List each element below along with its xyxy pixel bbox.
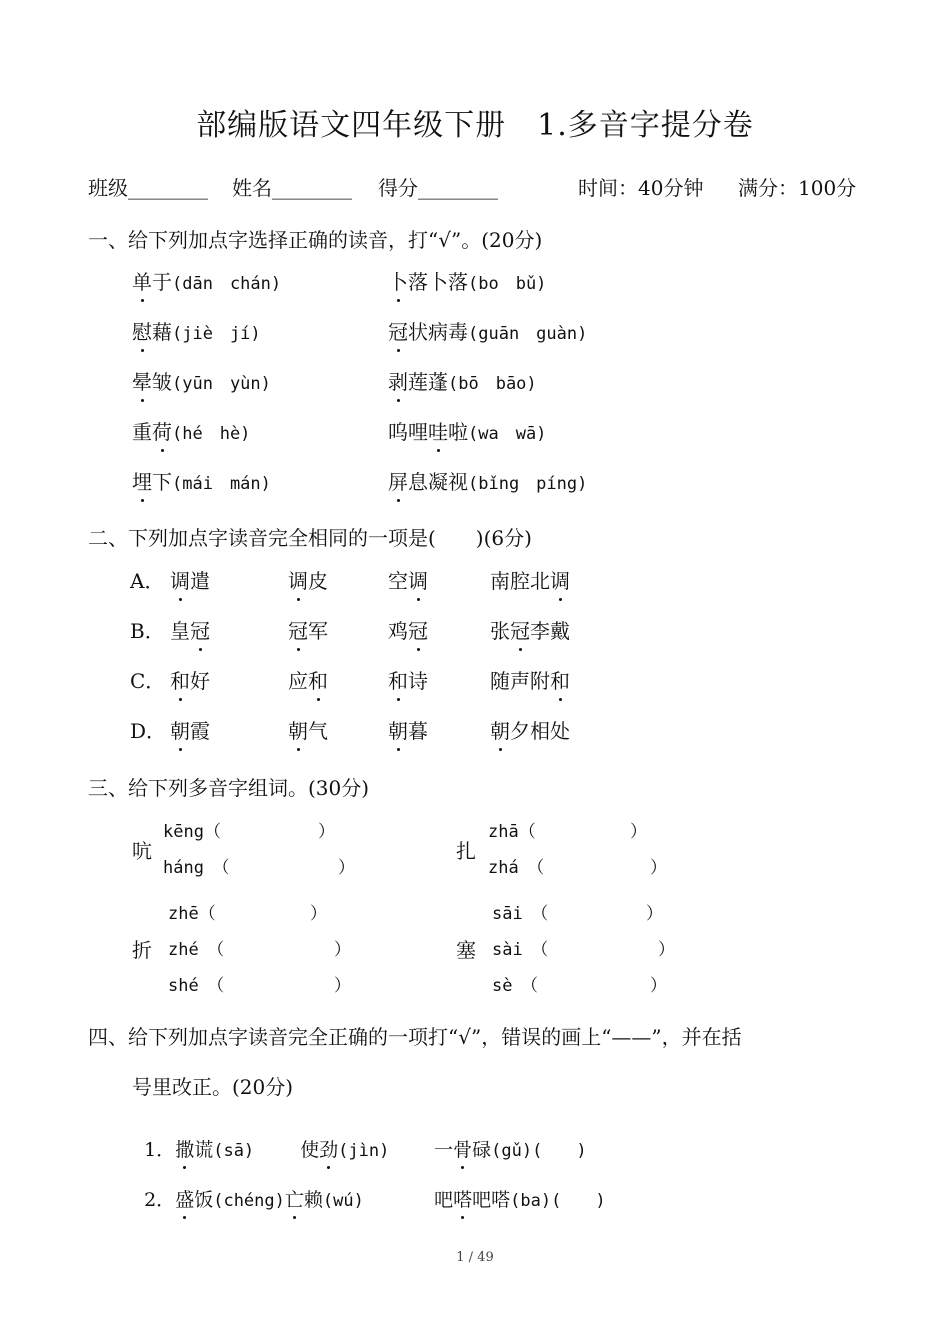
dotted-char: 朝 <box>288 715 308 744</box>
reading-choice-item <box>132 416 250 445</box>
word-text: 空 <box>388 569 408 593</box>
dotted-char: 剥 <box>388 366 408 395</box>
word-text: 暮 <box>408 719 428 743</box>
dotted-char: 调 <box>550 565 570 594</box>
dotted-char: 和 <box>388 665 408 694</box>
pinyin-row: sāi （ <box>492 904 549 924</box>
option-word <box>388 715 428 744</box>
dotted-char: 晕 <box>132 366 152 395</box>
word-text: 赖 <box>303 1189 323 1211</box>
reading-choice-item <box>132 366 271 395</box>
word-text: 霞 <box>190 719 210 743</box>
dotted-char: 调 <box>288 565 308 594</box>
option-word <box>490 715 570 744</box>
pinyin: (wú) <box>322 1191 364 1211</box>
pinyin-row: sài （ <box>492 940 549 960</box>
option-word <box>490 565 570 594</box>
option-word <box>388 615 428 644</box>
dotted-char: 调 <box>408 565 428 594</box>
word-text: 谎 <box>194 1139 214 1161</box>
option-word <box>170 665 210 694</box>
dotted-char: 朝 <box>170 715 190 744</box>
full-score-info: 满分：100分 <box>738 176 857 200</box>
reading-choice-item <box>388 366 537 395</box>
dotted-char: 调 <box>170 565 190 594</box>
question-line-2 <box>132 1163 364 1212</box>
page-number: 1 / 49 <box>456 1250 494 1265</box>
word-text: 南腔北 <box>490 569 550 593</box>
reading-choice-item <box>132 266 281 295</box>
dotted-char: 冠 <box>408 615 428 644</box>
word-text: 下 <box>152 470 172 494</box>
word-text: 落卜落 <box>408 270 468 294</box>
pinyin-options[interactable]: (dān chán) <box>172 274 282 294</box>
dotted-char: 埋 <box>132 466 152 495</box>
option-word <box>288 615 328 644</box>
paren-close: ） <box>334 940 351 960</box>
pinyin-row: sè （ <box>492 976 538 996</box>
word-text: 鸡 <box>388 619 408 643</box>
pinyin-row: háng （ <box>163 858 230 878</box>
pinyin-row: zhá （ <box>488 858 545 878</box>
option-word <box>170 565 210 594</box>
pinyin-row: kēng（ <box>163 822 221 842</box>
word-text: 呜哩 <box>388 420 428 444</box>
dotted-char: 和 <box>550 665 570 694</box>
dotted-char: 单 <box>132 266 152 295</box>
option-word <box>388 565 428 594</box>
pinyin-row: shé （ <box>168 976 225 996</box>
word-text: 吧嗒 <box>472 1189 511 1211</box>
pinyin: (ba) <box>510 1191 552 1211</box>
section-2-heading: 二、下列加点字读音完全相同的一项是( )(6分) <box>88 526 532 550</box>
reading-choice-item <box>388 316 587 345</box>
option-word <box>170 615 210 644</box>
pinyin: (jìn) <box>338 1141 390 1161</box>
word-text: 一 <box>434 1139 454 1161</box>
dotted-char: 亡 <box>285 1185 304 1212</box>
word-text: 李戴 <box>530 619 570 643</box>
dotted-char: 朝 <box>490 715 510 744</box>
dotted-char: 屏 <box>388 466 408 495</box>
paren-close: ） <box>310 904 327 924</box>
option-word <box>288 565 328 594</box>
pinyin-options[interactable]: (jiè jí) <box>172 324 261 344</box>
option-letter[interactable]: C． <box>130 669 166 693</box>
pinyin-options[interactable]: (bǐng píng) <box>468 474 588 494</box>
dotted-char: 哇 <box>428 416 448 445</box>
word-text: 皱 <box>152 370 172 394</box>
word-text: 饭 <box>194 1189 214 1211</box>
section-4-heading-cont: 号里改正。(20分) <box>132 1075 294 1099</box>
word-text: 皇 <box>170 619 190 643</box>
option-letter[interactable]: D． <box>130 719 167 743</box>
dotted-char: 卜 <box>388 266 408 295</box>
pinyin-row: zhā（ <box>488 822 536 842</box>
reading-choice-item <box>132 316 261 345</box>
option-word <box>288 665 328 694</box>
word-text: 藉 <box>152 320 172 344</box>
polyphone-char: 折 <box>132 938 152 962</box>
question-number: 2． <box>144 1189 176 1211</box>
pinyin: (chéng) <box>213 1191 285 1211</box>
word-text: 啦 <box>448 420 468 444</box>
option-letter[interactable]: B． <box>130 619 165 643</box>
dotted-char: 和 <box>170 665 190 694</box>
paren-close: ） <box>334 976 351 996</box>
word-text: 皮 <box>308 569 328 593</box>
word-text: 莲蓬 <box>408 370 448 394</box>
time-info: 时间：40分钟 <box>578 176 704 200</box>
word-text: 息凝视 <box>408 470 468 494</box>
reading-choice-item <box>388 266 546 295</box>
polyphone-char: 塞 <box>456 938 476 962</box>
word-text: 夕相处 <box>510 719 570 743</box>
reading-choice-item <box>388 416 546 445</box>
polyphone-char: 吭 <box>132 839 152 863</box>
paren-close: ） <box>650 858 667 878</box>
question-line-1-word-2 <box>288 1113 389 1162</box>
option-word <box>490 615 570 644</box>
pinyin-options[interactable]: (yūn yùn) <box>172 374 271 394</box>
dotted-char: 朝 <box>388 715 408 744</box>
paren-close: ） <box>646 904 663 924</box>
dotted-char: 荷 <box>152 416 172 445</box>
question-line-2-word-3 <box>422 1163 606 1212</box>
word-text: 诗 <box>408 669 428 693</box>
option-word <box>388 665 428 694</box>
dotted-char: 劲 <box>319 1135 338 1162</box>
pinyin-row: zhē（ <box>168 904 216 924</box>
pinyin-options[interactable]: (bō bāo) <box>448 374 537 394</box>
word-text: 随声附 <box>490 669 550 693</box>
word-text: 状病毒 <box>408 320 468 344</box>
option-word <box>288 715 328 744</box>
dotted-char: 撒 <box>175 1135 194 1162</box>
dotted-char: 冠 <box>388 316 408 345</box>
polyphone-char: 扎 <box>456 839 476 863</box>
question-line-1-word-3 <box>422 1113 587 1162</box>
dotted-char: 和 <box>308 665 328 694</box>
option-word <box>490 665 570 694</box>
word-text: 张 <box>490 619 510 643</box>
paren-close: ） <box>318 822 335 842</box>
pinyin-options[interactable]: (bo bǔ) <box>468 274 547 294</box>
word-text: 遣 <box>190 569 210 593</box>
reading-choice-item <box>388 466 587 495</box>
paren-close: ） <box>338 858 355 878</box>
option-letter[interactable]: A． <box>130 569 165 593</box>
name-field: 姓名________ <box>232 176 352 200</box>
word-text: 军 <box>308 619 328 643</box>
page-title: 部编版语文四年级下册 1.多音字提分卷 <box>196 108 754 143</box>
section-4-heading: 四、给下列加点字读音完全正确的一项打“√”，错误的画上“——”，并在括 <box>88 1025 742 1049</box>
word-text: 气 <box>308 719 328 743</box>
word-text: 使 <box>300 1139 320 1161</box>
pinyin-options[interactable]: (mái mán) <box>172 474 271 494</box>
word-text: 碌 <box>472 1139 492 1161</box>
pinyin: (sā) <box>213 1141 255 1161</box>
answer-blank[interactable]: ( ) <box>551 1191 606 1211</box>
question-line-1 <box>132 1113 254 1162</box>
section-3-heading: 三、给下列多音字组词。(30分) <box>88 776 370 800</box>
word-text: 于 <box>152 270 172 294</box>
word-text: 应 <box>288 669 308 693</box>
pinyin-options[interactable]: (hé hè) <box>172 424 251 444</box>
word-text: 重 <box>132 420 152 444</box>
option-word <box>170 715 210 744</box>
dotted-char: 冠 <box>510 615 530 644</box>
word-text: 好 <box>190 669 210 693</box>
answer-blank[interactable]: ( ) <box>532 1141 587 1161</box>
paren-close: ） <box>630 822 647 842</box>
class-field: 班级________ <box>88 176 208 200</box>
paren-close: ） <box>658 940 675 960</box>
dotted-char: 慰 <box>132 316 152 345</box>
pinyin: (gǔ) <box>491 1141 533 1161</box>
score-field: 得分________ <box>378 176 498 200</box>
question-number: 1． <box>144 1139 176 1161</box>
word-text: 吧 <box>434 1189 454 1211</box>
paren-close: ） <box>650 976 667 996</box>
dotted-char: 骨 <box>453 1135 472 1162</box>
dotted-char: 冠 <box>288 615 308 644</box>
dotted-char: 盛 <box>175 1185 194 1212</box>
pinyin-options[interactable]: (wa wā) <box>468 424 547 444</box>
dotted-char: 冠 <box>190 615 210 644</box>
dotted-char: 嗒 <box>453 1185 472 1212</box>
reading-choice-item <box>132 466 271 495</box>
pinyin-row: zhé （ <box>168 940 225 960</box>
section-1-heading: 一、给下列加点字选择正确的读音，打“√”。(20分) <box>88 228 543 252</box>
pinyin-options[interactable]: (guān guàn) <box>468 324 588 344</box>
